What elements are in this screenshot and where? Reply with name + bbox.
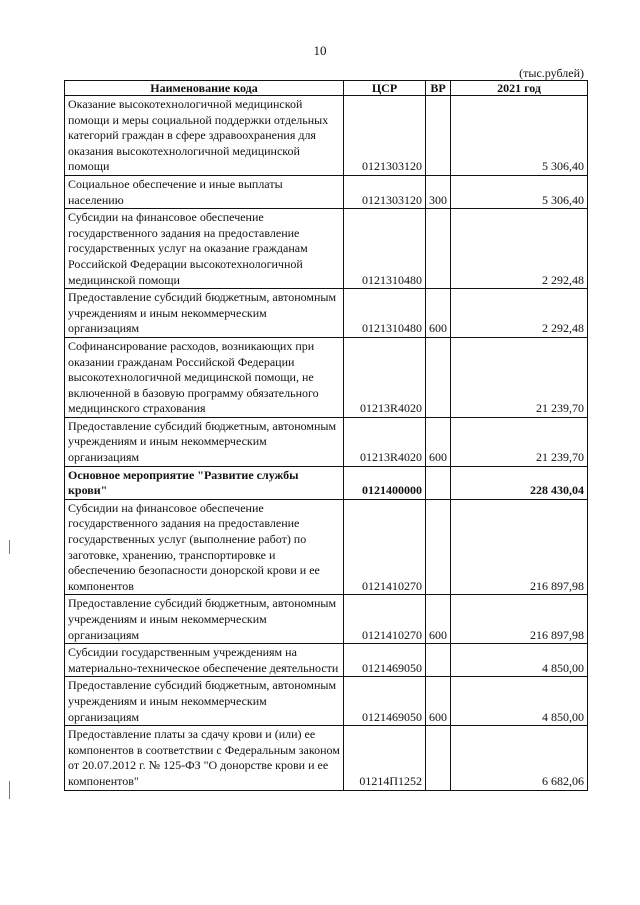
row-name: Предоставление субсидий бюджетным, автономным учреждениям и иным некоммерческим организациям [65,289,344,338]
row-amount: 4 850,00 [451,644,588,677]
row-vr: 300 [426,175,451,208]
row-name: Предоставление субсидий бюджетным, автономным учреждениям и иным некоммерческим организациям [65,417,344,466]
row-name: Оказание высокотехнологичной медицинской помощи и меры социальной поддержки отдельных категорий граждан в сфере здравоохранения для оказания высокотехнологичной медицинской помощи [65,96,344,176]
row-name: Предоставление субсидий бюджетным, автономным учреждениям и иным некоммерческим организациям [65,595,344,644]
header-csr: ЦСР [344,81,426,96]
row-csr: 0121410270 [344,499,426,595]
row-vr [426,644,451,677]
header-amount: 2021 год [451,81,588,96]
row-csr: 0121303120 [344,96,426,176]
row-csr: 01214П1252 [344,726,426,790]
row-amount: 4 850,00 [451,677,588,726]
row-csr: 0121303120 [344,175,426,208]
table-row [65,677,588,726]
row-vr: 600 [426,289,451,338]
row-vr [426,96,451,176]
row-csr: 0121310480 [344,209,426,289]
header-vr: ВР [426,81,451,96]
table-row [65,417,588,466]
table-row [65,644,588,677]
table-row-section [65,466,588,499]
row-name: Субсидии государственным учреждениям на материально-техническое обеспечение деятельности [65,644,344,677]
row-amount: 2 292,48 [451,289,588,338]
row-amount: 216 897,98 [451,595,588,644]
table-header-row [65,81,588,96]
table-row [65,726,588,790]
row-vr [426,209,451,289]
table-body [65,96,588,791]
row-amount: 21 239,70 [451,337,588,417]
row-name: Субсидии на финансовое обеспечение государственного задания на предоставление государственных услуг на оказание гражданам Российской Федерации высокотехнологичной медицинской помощи [65,209,344,289]
row-amount: 6 682,06 [451,726,588,790]
page-number: 10 [313,43,327,58]
table-row [65,289,588,338]
row-amount: 228 430,04 [451,466,588,499]
row-vr [426,466,451,499]
row-vr [426,337,451,417]
table-row [65,499,588,595]
row-csr: 0121310480 [344,289,426,338]
row-amount: 2 292,48 [451,209,588,289]
table-row [65,595,588,644]
row-amount: 216 897,98 [451,499,588,595]
units-label: (тыс.рублей) [519,66,584,80]
table-row [65,175,588,208]
row-vr: 600 [426,677,451,726]
table-row [65,96,588,176]
row-name: Предоставление субсидий бюджетным, автономным учреждениям и иным некоммерческим организациям [65,677,344,726]
row-amount: 21 239,70 [451,417,588,466]
row-vr [426,499,451,595]
row-csr: 01213R4020 [344,417,426,466]
header-name: Наименование кода [65,81,344,96]
margin-mark [9,540,10,554]
margin-mark [9,781,10,799]
row-vr: 600 [426,417,451,466]
row-vr: 600 [426,595,451,644]
row-name: Предоставление платы за сдачу крови и (или) ее компонентов в соответствии с Федеральным законом от 20.07.2012 г. № 125-ФЗ "О донорстве крови и ее компонентов" [65,726,344,790]
table-row [65,209,588,289]
row-csr: 01213R4020 [344,337,426,417]
budget-table [64,80,588,791]
row-csr: 0121410270 [344,595,426,644]
row-amount: 5 306,40 [451,175,588,208]
row-name: Софинансирование расходов, возникающих при оказании гражданам Российской Федерации высокотехнологичной медицинской помощи, не включенной в базовую программу обязательного медицинского страхования [65,337,344,417]
row-name: Социальное обеспечение и иные выплаты населению [65,175,344,208]
row-amount: 5 306,40 [451,96,588,176]
table-row [65,337,588,417]
row-name: Основное мероприятие "Развитие службы крови" [65,466,344,499]
row-csr: 0121400000 [344,466,426,499]
row-name: Субсидии на финансовое обеспечение государственного задания на предоставление государственных услуг (выполнение работ) по заготовке, хранению, транспортировке и обеспечению безопасности донорской крови и ее компонентов [65,499,344,595]
row-vr [426,726,451,790]
row-csr: 0121469050 [344,677,426,726]
row-csr: 0121469050 [344,644,426,677]
